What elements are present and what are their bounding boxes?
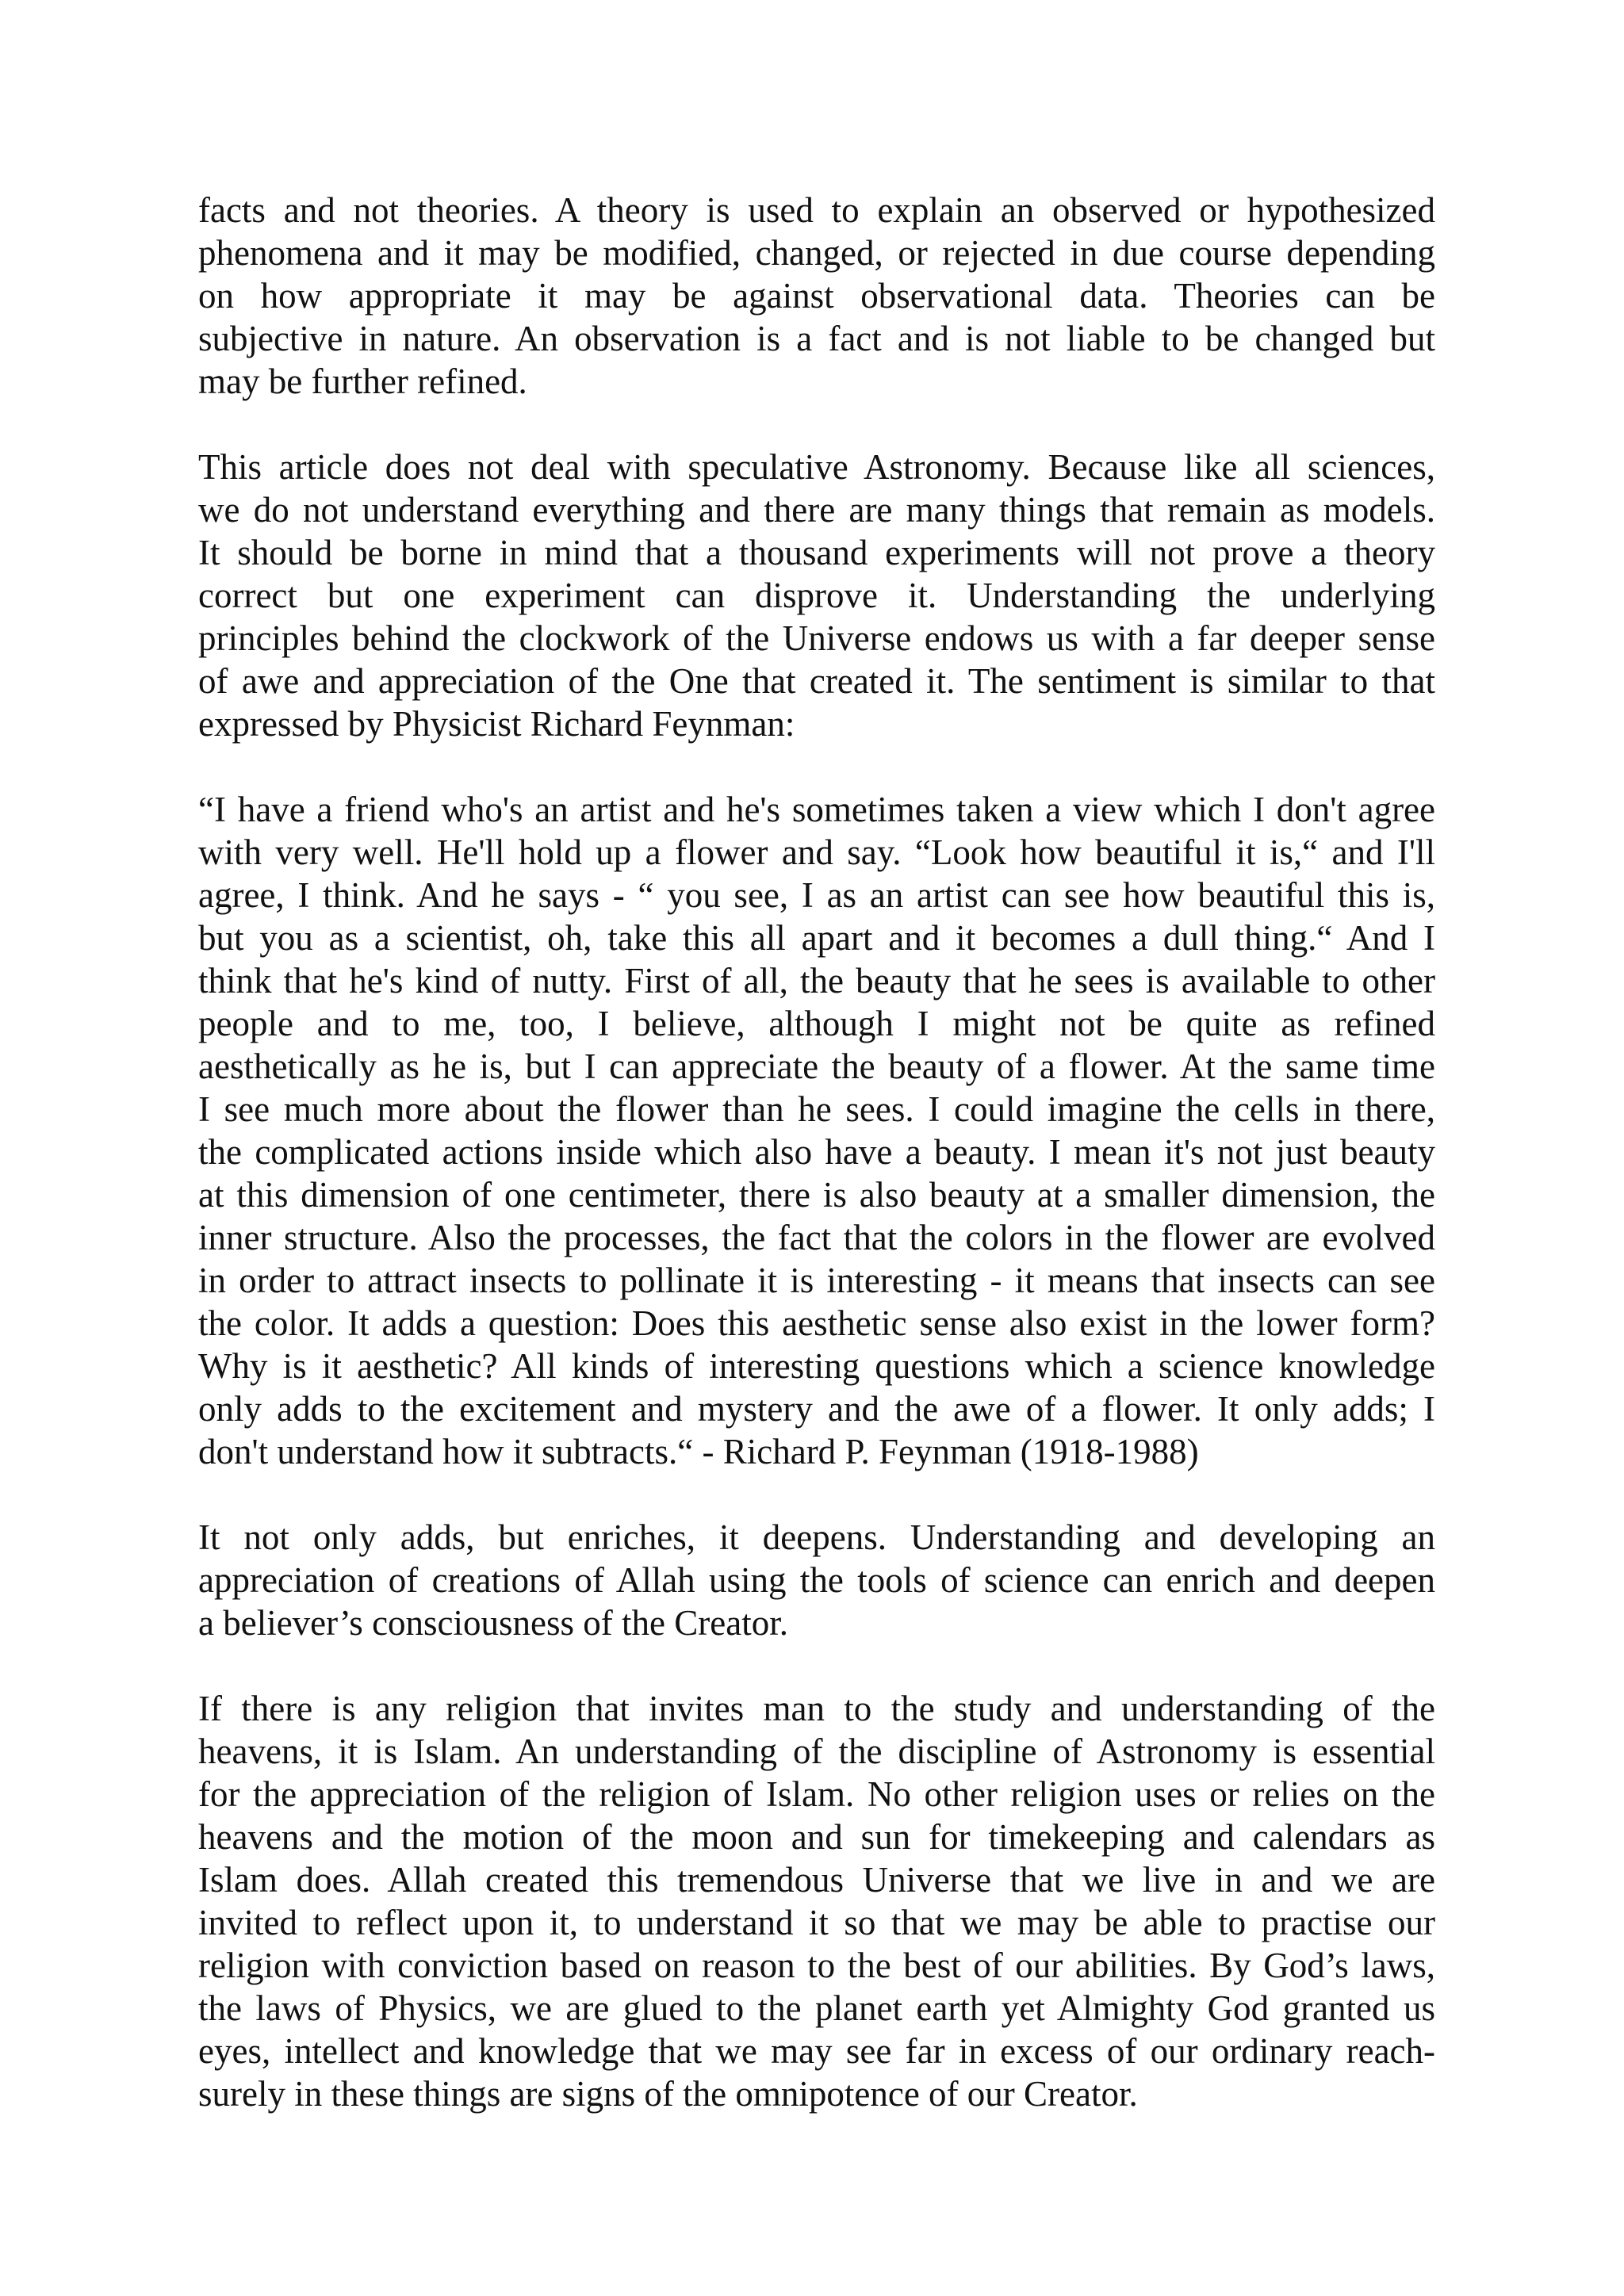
text-line: the color. It adds a question: Does this aesthetic sense also exist in the lower form? (198, 1303, 1435, 1343)
text-line: “I have a friend who's an artist and he's sometimes taken a view which I don't agree (198, 790, 1435, 829)
text-line: may be further refined. (198, 362, 527, 401)
text-line: agree, I think. And he says - “ you see, I as an artist can see how beautiful this is, (198, 875, 1435, 915)
text-line: expressed by Physicist Richard Feynman: (198, 704, 795, 744)
text-line: invited to reflect upon it, to understand it so that we may be able to practise our (198, 1903, 1435, 1942)
paragraph-theories (198, 189, 1435, 403)
text-line: on how appropriate it may be against observational data. Theories can be (198, 276, 1435, 316)
text-line: It not only adds, but enriches, it deepens. Understanding and developing an (198, 1517, 1435, 1557)
text-line: Islam does. Allah created this tremendous Universe that we live in and we are (198, 1860, 1435, 1900)
text-line: think that he's kind of nutty. First of all, the beauty that he sees is available to other (198, 961, 1435, 1001)
text-line: for the appreciation of the religion of Islam. No other religion uses or relies on the (198, 1774, 1435, 1814)
paragraph-speculative-astronomy (198, 446, 1435, 745)
text-line: in order to attract insects to pollinate it is interesting - it means that insects can see (198, 1261, 1435, 1300)
text-line: facts and not theories. A theory is used to explain an observed or hypothesized (198, 190, 1435, 230)
paragraph-enriches (198, 1516, 1435, 1644)
text-line: people and to me, too, I believe, although I might not be quite as refined (198, 1004, 1435, 1043)
text-line: of awe and appreciation of the One that created it. The sentiment is similar to that (198, 661, 1435, 701)
paragraph-islam-astronomy (198, 1687, 1435, 2115)
text-line: appreciation of creations of Allah using the tools of science can enrich and deepen (198, 1560, 1435, 1600)
document-page (198, 189, 1435, 2158)
paragraph-feynman-quote (198, 788, 1435, 1473)
text-line: Why is it aesthetic? All kinds of interesting questions which a science knowledge (198, 1346, 1435, 1386)
text-line: but you as a scientist, oh, take this all apart and it becomes a dull thing.“ And I (198, 918, 1435, 958)
text-line: phenomena and it may be modified, changed, or rejected in due course depending (198, 233, 1435, 273)
text-line: heavens and the motion of the moon and sun for timekeeping and calendars as (198, 1817, 1435, 1857)
text-line: It should be borne in mind that a thousand experiments will not prove a theory (198, 533, 1435, 572)
text-line: principles behind the clockwork of the Universe endows us with a far deeper sense (198, 618, 1435, 658)
text-line: the complicated actions inside which also have a beauty. I mean it's not just beauty (198, 1132, 1435, 1172)
text-line: aesthetically as he is, but I can appreciate the beauty of a flower. At the same time (198, 1047, 1435, 1086)
text-line: correct but one experiment can disprove it. Understanding the underlying (198, 576, 1435, 615)
text-line: only adds to the excitement and mystery and the awe of a flower. It only adds; I (198, 1389, 1435, 1429)
text-line: This article does not deal with speculative Astronomy. Because like all sciences, (198, 447, 1435, 487)
text-line: eyes, intellect and knowledge that we may see far in excess of our ordinary reach- (198, 2031, 1435, 2071)
text-line: at this dimension of one centimeter, there is also beauty at a smaller dimension, the (198, 1175, 1435, 1215)
text-line: the laws of Physics, we are glued to the planet earth yet Almighty God granted us (198, 1988, 1435, 2028)
text-line: don't understand how it subtracts.“ - Richard P. Feynman (1918-1988) (198, 1432, 1199, 1471)
text-line: If there is any religion that invites man to the study and understanding of the (198, 1689, 1435, 1728)
text-line: we do not understand everything and there are many things that remain as models. (198, 490, 1435, 530)
text-line: heavens, it is Islam. An understanding of the discipline of Astronomy is essential (198, 1732, 1435, 1771)
text-line: a believer’s consciousness of the Creator. (198, 1603, 788, 1643)
text-line: I see much more about the flower than he sees. I could imagine the cells in there, (198, 1089, 1435, 1129)
text-line: with very well. He'll hold up a flower and say. “Look how beautiful it is,“ and I'll (198, 832, 1435, 872)
text-line: inner structure. Also the processes, the fact that the colors in the flower are evolved (198, 1218, 1435, 1257)
text-line: religion with conviction based on reason to the best of our abilities. By God’s laws, (198, 1946, 1435, 1985)
text-line: surely in these things are signs of the omnipotence of our Creator. (198, 2074, 1138, 2114)
text-line: subjective in nature. An observation is a fact and is not liable to be changed but (198, 319, 1435, 358)
